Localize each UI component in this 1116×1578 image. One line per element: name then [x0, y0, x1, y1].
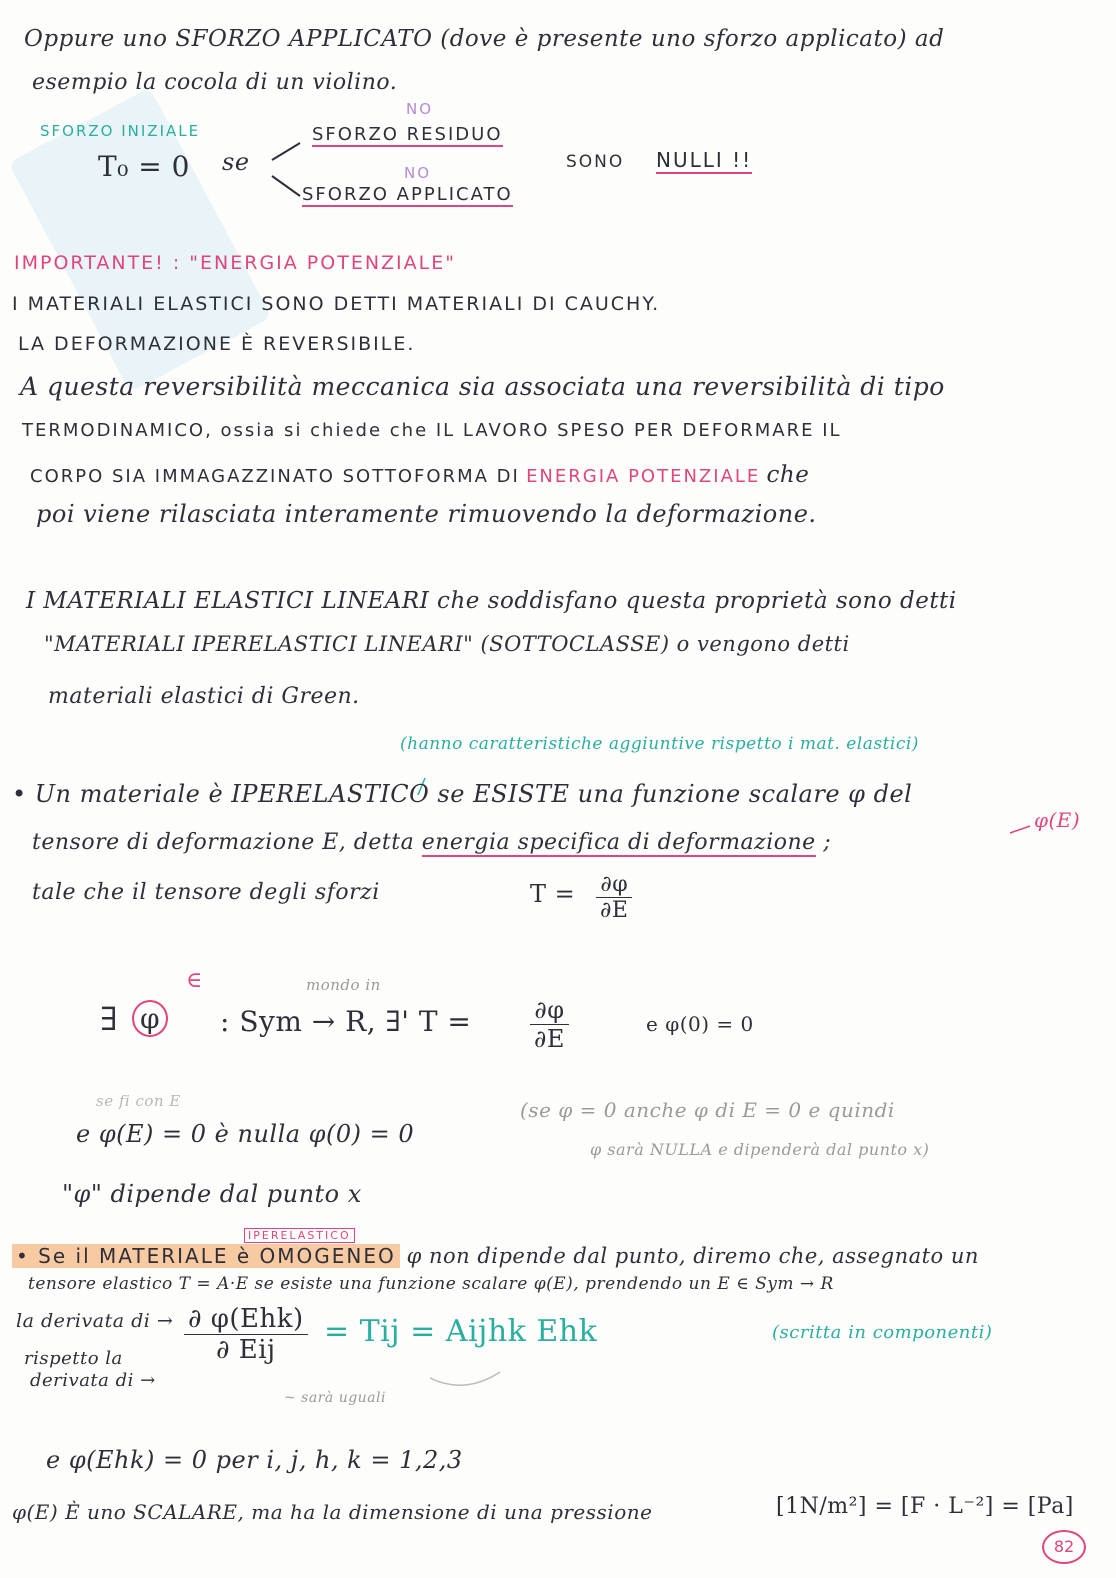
sono-text: SONO [566, 152, 625, 172]
line-10: "MATERIALI IPERELASTICI LINEARI" (SOTTOCLASSE) o vengono detti [44, 632, 850, 656]
paren-note-2: φ sarà NULLA e dipenderà dal punto x) [590, 1140, 930, 1159]
se-text: se [222, 148, 250, 176]
stiffness-equation: = Tij = Aijhk Ehk [324, 1314, 598, 1349]
epsilon-mark: ∈ [186, 968, 203, 993]
line-13-a: tensore di deformazione E, detta [32, 830, 415, 855]
line-6: TERMODINAMICO, ossia si chiede che IL LAVORO SPESO PER DEFORMARE IL [22, 420, 842, 441]
sforzo-residuo: SFORZO RESIDUO [312, 124, 503, 145]
paren-note-1: (se φ = 0 anche φ di E = 0 e quindi [520, 1098, 895, 1122]
line-9: I MATERIALI ELASTICI LINEARI che soddisfano questa proprietà sono detti [26, 588, 957, 614]
sefi-note: se fi con E [96, 1092, 181, 1110]
sforzo-applicato: SFORZO APPLICATO [302, 184, 513, 205]
t-equals: T = [530, 880, 576, 908]
line-2: esempio la cocola di un violino. [32, 70, 398, 95]
energia-potenziale-highlight: ENERGIA POTENZIALE [526, 466, 761, 487]
page-number: 82 [1042, 1530, 1086, 1564]
line-20-a: φ(E) È uno SCALARE, ma ha la dimensione di una pressione [12, 1500, 653, 1524]
fraction-denominator: ∂E [600, 898, 629, 923]
fraction-3-denominator: ∂ Eij [216, 1335, 276, 1365]
line-17 [12, 1244, 979, 1268]
t0-equation: T₀ = 0 [98, 150, 190, 183]
no-label-2: NO [404, 164, 432, 182]
partial-phi-ehk [184, 1304, 308, 1365]
line-18: tensore elastico T = A·E se esiste una funzione scalare φ(E), prendendo un E ∈ Sym → R [28, 1274, 834, 1294]
line-4: LA DEFORMAZIONE È REVERSIBILE. [18, 333, 416, 355]
exists-symbol: ∃ [100, 1000, 118, 1038]
la-derivata: la derivata di → [16, 1310, 174, 1332]
line-13 [32, 830, 831, 855]
scritta-note: (scritta in componenti) [772, 1322, 993, 1343]
fraction-numerator: ∂φ [596, 872, 632, 898]
line-13-c: ; [823, 830, 832, 855]
sforzo-iniziale-label: SFORZO INIZIALE [40, 122, 201, 140]
mondo-in-note: mondo in [306, 976, 381, 994]
line-1: Oppure uno SFORZO APPLICATO (dove è presente uno sforzo applicato) ad [24, 26, 945, 52]
line-19: e φ(Ehk) = 0 per i, j, h, k = 1,2,3 [46, 1446, 463, 1474]
sym-mapping: : Sym → R, ∃' T = [220, 1005, 472, 1038]
phi-circle: φ [132, 1000, 168, 1037]
line-11: materiali elastici di Green. [48, 684, 360, 709]
partial-fraction [596, 872, 632, 923]
omogeneo-highlight: • Se il MATERIALE è OMOGENEO [12, 1244, 400, 1268]
line-8: poi viene rilasciata interamente rimuovendo la deformazione. [36, 500, 817, 528]
line-7-a: CORPO SIA IMMAGAZZINATO SOTTOFORMA DI [30, 466, 520, 487]
line-5: A questa reversibilità meccanica sia associata una reversibilità di tipo [20, 372, 945, 401]
fraction-2-denominator: ∂E [534, 1025, 565, 1053]
fraction-2-numerator: ∂φ [530, 996, 569, 1025]
note-caratteristiche: (hanno caratteristiche aggiuntive rispetto i mat. elastici) [400, 734, 919, 754]
line-12: • Un materiale è IPERELASTICO se ESISTE una funzione scalare φ del [12, 780, 913, 808]
phi-e-annotation: φ(E) [1034, 808, 1081, 832]
fraction [596, 872, 632, 923]
fraction-3 [184, 1304, 308, 1365]
rispetto-la: rispetto la [24, 1348, 123, 1369]
importante-heading: IMPORTANTE! : "ENERGIA POTENZIALE" [14, 252, 456, 274]
line-7-c: che [766, 462, 810, 488]
derivata-di: derivata di → [30, 1370, 156, 1391]
line-14: tale che il tensore degli sforzi [32, 880, 380, 905]
partial-fraction-2 [530, 996, 569, 1053]
no-label-1: NO [406, 100, 434, 118]
fraction-3-numerator: ∂ φ(Ehk) [184, 1304, 308, 1335]
line-7 [30, 462, 809, 488]
line-15: e φ(E) = 0 è nulla φ(0) = 0 [76, 1120, 415, 1148]
line-20-b: [1N/m²] = [F · L⁻²] = [Pa] [776, 1494, 1074, 1519]
line-3: I MATERIALI ELASTICI SONO DETTI MATERIALI DI CAUCHY. [12, 293, 661, 315]
phi-zero: e φ(0) = 0 [646, 1012, 754, 1036]
iperelastico-tag: IPERELASTICO [244, 1228, 355, 1243]
line-17-b: φ non dipende dal punto, diremo che, assegnato un [406, 1244, 979, 1268]
nulli-text: NULLI !! [656, 148, 753, 172]
fraction-2 [530, 996, 569, 1053]
line-16: "φ" dipende dal punto x [62, 1180, 362, 1208]
energia-specifica: energia specifica di deformazione [421, 830, 816, 855]
phi-circled [132, 1000, 168, 1037]
sara-uguali-note: ~ sarà uguali [284, 1390, 386, 1406]
